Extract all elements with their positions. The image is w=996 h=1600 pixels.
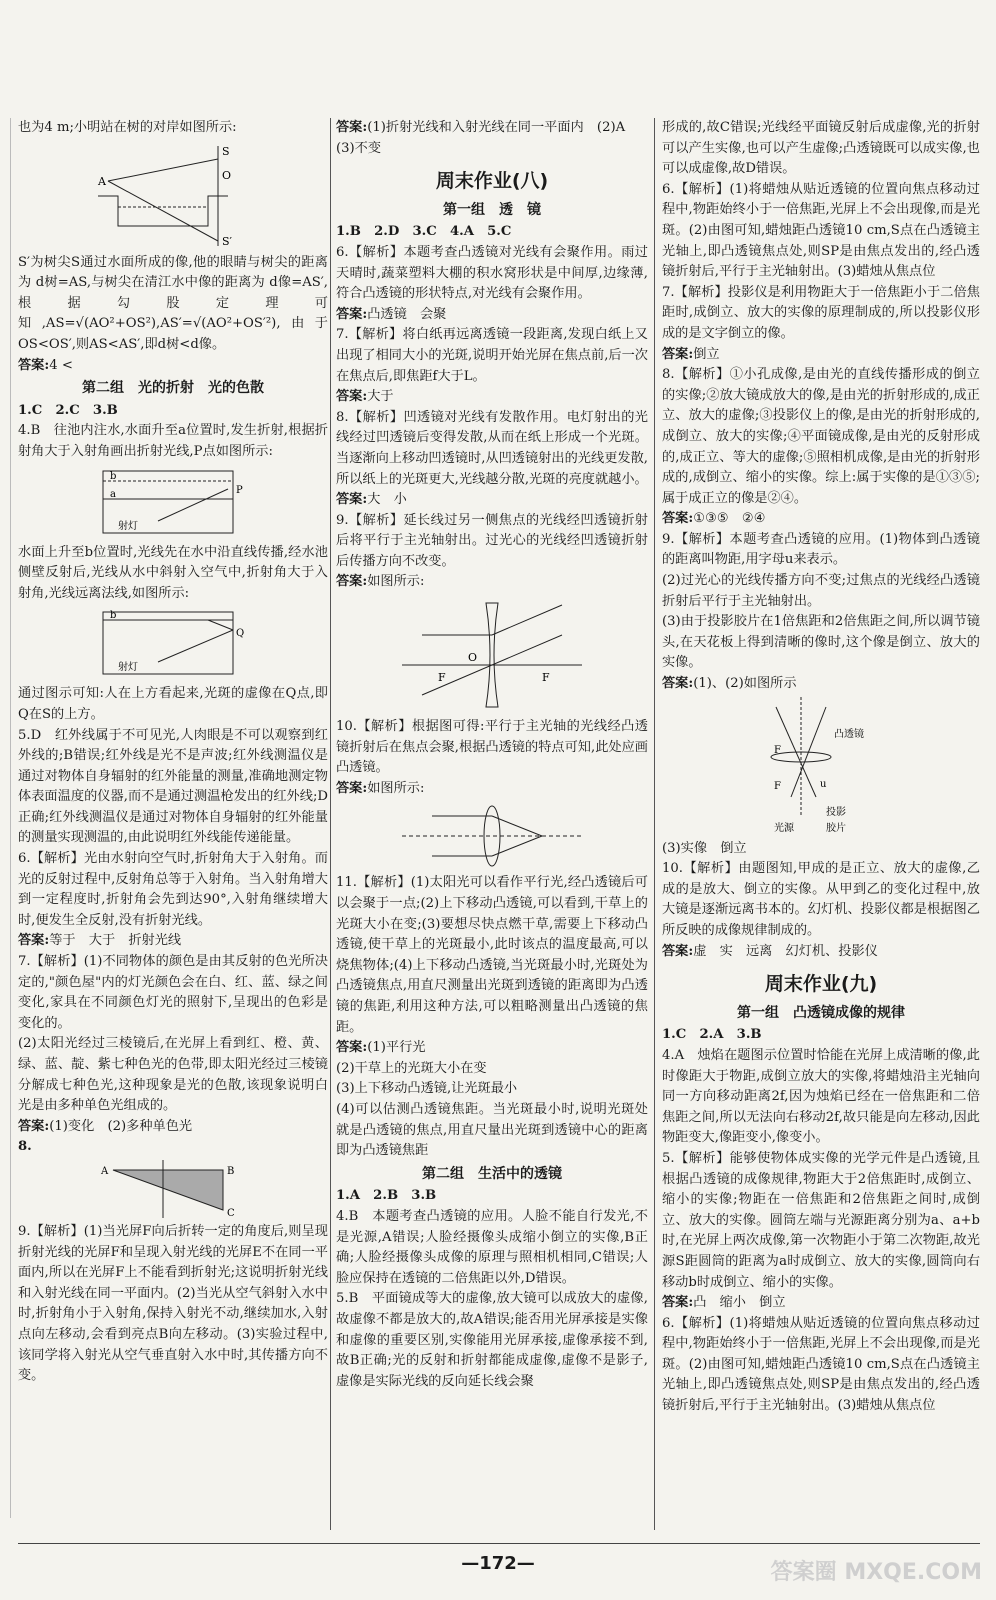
fig-label: b	[110, 470, 117, 482]
answer-line: (4)可以估测凸透镜焦距。当光斑最小时,说明光斑处就是凸透镜的焦点,用直尺量出光斑到透镜中心的距离即为凸透镜焦距	[336, 1101, 648, 1159]
answer-line: 答案:如图所示:	[336, 780, 425, 796]
answer-choices: 1.C 2.A 3.B	[662, 1027, 762, 1043]
fig-label: S′	[222, 234, 233, 248]
question-4: 4.A 烛焰在题图示位置时恰能在光屏上成清晰的像,此时像距大于物距,成倒立放大的实像,将蜡烛沿主光轴向同一方向移动距离2f,因为烛焰已经在一倍焦距和二倍焦距之间,所以无法向右移动2f,故只能是向左移动,因此物距变大,像距变小,像变小。	[662, 1047, 980, 1146]
fig-label: 射灯	[118, 520, 138, 532]
question-8: 8.	[18, 1139, 32, 1155]
column-middle	[336, 118, 648, 1534]
fig-label: O	[222, 168, 232, 182]
fig-label: O	[468, 651, 478, 665]
paragraph: (2)过光心的光线传播方向不变;过焦点的光线经凸透镜折射后平行于主光轴射出。	[662, 573, 980, 609]
paragraph: 也为4 m;小明站在树的对岸如图所示:	[18, 120, 237, 135]
fig-label: 胶片	[826, 822, 846, 834]
fig-label: 射灯	[118, 662, 138, 674]
fig-label: 凸透镜	[834, 728, 864, 740]
answer-line: 答案:如图所示:	[336, 574, 425, 590]
fig-label: F	[774, 780, 781, 792]
paragraph: 水面上升至b位置时,光线先在水中沿直线传播,经水池侧壁反射后,光线从水中斜射入空气中,折射角大于入射角,光线远离法线,如图所示:	[18, 544, 328, 601]
question-10: 10.【解析】由题图知,甲成的是正立、放大的虚像,乙成的是放大、倒立的实像。从甲到乙的变化过程中,放大镜是逐渐远离书本的。幻灯机、投影仪都是根据图乙所反映的成像规律制成的。	[662, 861, 980, 938]
answer-line: 答案:等于 大于 折射光线	[18, 933, 182, 949]
answer-line: 答案:凸 缩小 倒立	[662, 1295, 786, 1311]
column-right	[662, 118, 980, 1534]
footer-rule	[18, 1543, 980, 1544]
paragraph: (2)太阳光经过三棱镜后,在光屏上看到红、橙、黄、绿、蓝、靛、紫七种色光的色带,即太阳光经过三棱镜分解成七种色光,这种现象是光的色散,该现象说明白光是由多种单色光组成的。	[18, 1036, 328, 1114]
question-7: 7.【解析】将白纸再远离透镜一段距离,发现白纸上又出现了相同大小的光斑,说明开始光屏在焦点前,后一次在焦点后,即焦距f大于L。	[336, 327, 648, 384]
column-divider	[654, 118, 655, 1530]
fig-label: A	[101, 1165, 109, 1177]
fig-label: F	[542, 671, 550, 685]
pool-figure-1	[88, 465, 258, 541]
page-number: —172—	[461, 1553, 535, 1574]
answer-choices: 1.B 2.D 3.C 4.A 5.C	[336, 224, 512, 240]
answer-line: 答案:(1)折射光线和入射光线在同一平面内 (2)A (3)不变	[336, 120, 639, 156]
question-5: 5.B 平面镜成等大的虚像,放大镜可以成放大的虚像,故虚像不都是放大的,故A错误;能否用光屏承接是实像和虚像的重要区别,实像能用光屏承接,虚像承接不到,故B正确;光的反射和折射都能成虚像,虚像不是影子,虚像是实际光线的反向延长线会聚	[336, 1291, 648, 1389]
chapter-title: 周末作业(八)	[435, 170, 549, 193]
answer-line: 答案:凸透镜 会聚	[336, 306, 447, 322]
section-heading: 第二组 生活中的透镜	[422, 1165, 562, 1182]
convex-lens-figure	[402, 801, 582, 871]
answer-line: 答案:大 小	[336, 492, 407, 508]
answer-line: (3)实像 倒立	[662, 840, 747, 856]
projector-figure	[746, 697, 896, 837]
fig-label: 光源	[774, 822, 794, 834]
concave-lens-figure	[402, 595, 582, 715]
question-5: 5.【解析】能够使物体成实像的光学元件是凸透镜,且根据凸透镜的成像规律,物距大于2倍焦距时,成倒立、缩小的实像;物距在一倍焦距和2倍焦距之间时,成倒立、放大的实像。圆筒左端与光源距离分别为a、a+b时,在光屏上两次成像,第一次物距小于第二次物距,故光源S距圆筒的距离为a时成倒立、放大的实像,圆筒向右移动b时成倒立、缩小的实像。	[662, 1150, 980, 1290]
fig-label: Q	[236, 628, 245, 640]
question-8: 8.【解析】①小孔成像,是由光的直线传播形成的倒立的实像;②放大镜成放大的像,是由光的折射形成的,成正立、放大的虚像;③投影仪上的像,是由光的折射形成的,成倒立、放大的实像;④平面镜成像,是由光的反射形成的,成正立、等大的虚像;⑤照相机成像,是由光的折射形成的,成倒立、缩小的实像。综上:属于实像的是①③⑤;属于成正立的像是②④。	[662, 367, 980, 506]
fig-label: C	[227, 1207, 235, 1219]
fig-label: P	[236, 484, 243, 496]
question-7: 7.【解析】投影仪是利用物距大于一倍焦距小于二倍焦距时,成倒立、放大的实像的原理制成的,所以投影仪形成的是文字倒立的像。	[662, 284, 980, 341]
section-heading: 第一组 凸透镜成像的规律	[737, 1004, 905, 1021]
question-10: 10.【解析】根据图可得:平行于主光轴的光线经凸透镜折射后在焦点会聚,根据凸透镜的特点可知,此处应画凸透镜。	[336, 719, 648, 776]
fig-label: A	[98, 174, 106, 188]
answer-line: 答案:4 <	[18, 357, 73, 373]
question-6: 6.【解析】(1)将蜡烛从贴近透镜的位置向焦点移动过程中,物距始终小于一倍焦距,光屏上不会出现像,而是光斑。(2)由图可知,蜡烛距凸透镜10 cm,S点在凸透镜主光轴上,即凸透镜焦点处,则SP是由焦点发出的,经凸透镜折射后,平行于主光轴射出。(3)蜡烛从焦点位	[662, 1315, 980, 1414]
fig-label: F	[438, 671, 446, 685]
answer-line: (2)干草上的光斑大小在变	[336, 1060, 487, 1076]
binding-edge	[0, 118, 11, 1518]
fig-label: S	[222, 144, 230, 158]
question-8: 8.【解析】凹透镜对光线有发散作用。电灯射出的光线经过凹透镜后变得发散,从而在纸上形成一个光斑。当逐渐向上移动凹透镜时,从凹透镜射出的光线更发散,所以纸上的光斑更大,光线越分散,光斑的亮度就越小。	[336, 409, 648, 487]
paragraph: (3)由于投影胶片在1倍焦距和2倍焦距之间,所以调节镜头,在天花板上得到清晰的像时,这个像是倒立、放大的实像。	[662, 614, 980, 671]
column-left	[18, 118, 328, 1534]
question-11: 11.【解析】(1)太阳光可以看作平行光,经凸透镜后可以会聚于一点;(2)上下移动凸透镜,可以看到,干草上的光斑大小在变;(3)要想尽快点燃干草,需要上下移动凸透镜,使干草上的光斑最小,此时该点的温度最高,可以烧焦物体;(4)上下移动凸透镜,当光斑最小时,光斑处为凸透镜焦点,用直尺测量出光斑到透镜的距离即为凸透镜的焦距,利用这种方法,可以粗略测量出凸透镜的焦距。	[336, 875, 648, 1035]
question-4: 4.B 本题考查凸透镜的应用。人脸不能自行发光,不是光源,A错误;人脸经摄像头成缩小倒立的实像,B正确;人脸经摄像头成像的原理与照相机相同,C错误;人脸应保持在透镜的二倍焦距以外,D错误。	[336, 1208, 648, 1286]
question-9: 9.【解析】延长线过另一侧焦点的光线经凹透镜折射后将平行于主光轴射出。过光心的光线经凹透镜折射后传播方向不改变。	[336, 512, 648, 569]
answer-line: (3)上下移动凸透镜,让光斑最小	[336, 1081, 518, 1097]
watermark: 答案圈 MXQE.COM	[770, 1560, 982, 1585]
paragraph: 形成的,故C错误;光线经平面镜反射后成虚像,光的折射可以产生实像,也可以产生虚像;凸透镜既可以成实像,也可以成虚像,故D错误。	[662, 120, 980, 177]
question-4: 4.B 往池内注水,水面升至a位置时,发生折射,根据折射角大于入射角画出折射光线,P点如图所示:	[18, 423, 328, 459]
answer-line: 答案:(1)、(2)如图所示	[662, 676, 797, 692]
answer-line: 答案:(1)变化 (2)多种单色光	[18, 1118, 193, 1134]
question-9: 9.【解析】(1)当光屏F向后折转一定的角度后,则呈现折射光线的光屏F和呈现入射光线的光屏E不在同一平面内,所以在光屏F上不能看到折射光;这说明折射光线和入射光线在同一平面内。(2)当光从空气斜射入水中时,折射角小于入射角,保持入射光不动,继续加水,入射点向左移动,会看到亮点B向左移动。(3)实验过程中,该同学将入射光从空气垂直射入水中时,其传播方向不变。	[18, 1223, 328, 1384]
fig-label: B	[227, 1165, 235, 1177]
paragraph: S′为树尖S通过水面所成的像,他的眼睛与树尖的距离为 d树=AS,与树尖在清江水中像的距离为 d像=AS′,根据勾股定理可知,AS=√(AO²+OS²),AS′=√(AO²+OS′²),由于OS<OS′,则AS<AS′,即d树<d像。	[18, 254, 328, 352]
section-heading: 第一组 透 镜	[443, 201, 541, 218]
answer-choices: 1.A 2.B 3.B	[336, 1188, 437, 1204]
fig-label: u	[820, 778, 827, 790]
chapter-title: 周末作业(九)	[764, 973, 878, 996]
question-6: 6.【解析】本题考查凸透镜对光线有会聚作用。雨过天晴时,蔬菜塑料大棚的积水窝形状是中间厚,边缘薄,符合凸透镜的形状特点,对光线有会聚作用。	[336, 244, 648, 302]
answer-line: 答案:倒立	[662, 346, 720, 362]
answer-line: 答案:虚 实 远离 幻灯机、投影仪	[662, 943, 878, 959]
question-6: 6.【解析】光由水射向空气时,折射角大于入射角。而光的反射过程中,反射角总等于入射角。当入射角增大到一定程度时,折射角会先到达90°,入射角继续增大时,便发生全反射,没有折射光线。	[18, 851, 328, 928]
tree-reflection-figure	[88, 141, 258, 251]
fig-label: 投影	[826, 806, 846, 818]
answer-line: 答案:①③⑤ ②④	[662, 511, 766, 527]
answer-line: 答案:大于	[336, 389, 394, 405]
pool-figure-2	[88, 606, 258, 682]
prism-figure	[93, 1160, 253, 1220]
fig-label: b	[110, 610, 117, 622]
question-9: 9.【解析】本题考查凸透镜的应用。(1)物体到凸透镜的距离叫物距,用字母u来表示。	[662, 531, 980, 568]
section-heading: 第二组 光的折射 光的色散	[82, 380, 264, 397]
paragraph: 通过图示可知:人在上方看起来,光斑的虚像在Q点,即Q在S的上方。	[18, 686, 328, 722]
question-6: 6.【解析】(1)将蜡烛从贴近透镜的位置向焦点移动过程中,物距始终小于一倍焦距,光屏上不会出现像,而是光斑。(2)由图可知,蜡烛距凸透镜10 cm,S点在凸透镜主光轴上,即凸透镜焦点处,则SP是由焦点发出的,经凸透镜折射后,平行于主光轴射出。(3)蜡烛从焦点位	[662, 181, 980, 280]
column-divider	[330, 118, 331, 1530]
fig-label: F	[774, 744, 781, 756]
answer-line: 答案:(1)平行光	[336, 1040, 426, 1056]
answer-choices: 1.C 2.C 3.B	[18, 402, 118, 418]
question-5: 5.D 红外线属于不可见光,人肉眼是不可以观察到红外线的;B错误;红外线是光不是声波;红外线测温仪是通过对物体自身辐射的红外能量的测量,准确地测定物体表面温度的仪器,而不是通过测温枪发出的红外线;D正确;红外线测温仪是通过对物体自身辐射的红外能量的测量实现测温的,由此说明红外线能传递能量。	[18, 727, 328, 846]
fig-label: a	[110, 488, 116, 500]
question-7: 7.【解析】(1)不同物体的颜色是由其反射的色光所决定的,"颜色屋"内的灯光颜色会在白、红、蓝、绿之间变化,家具在不同颜色灯光的照射下,呈现出的色彩是变化的。	[18, 954, 328, 1031]
